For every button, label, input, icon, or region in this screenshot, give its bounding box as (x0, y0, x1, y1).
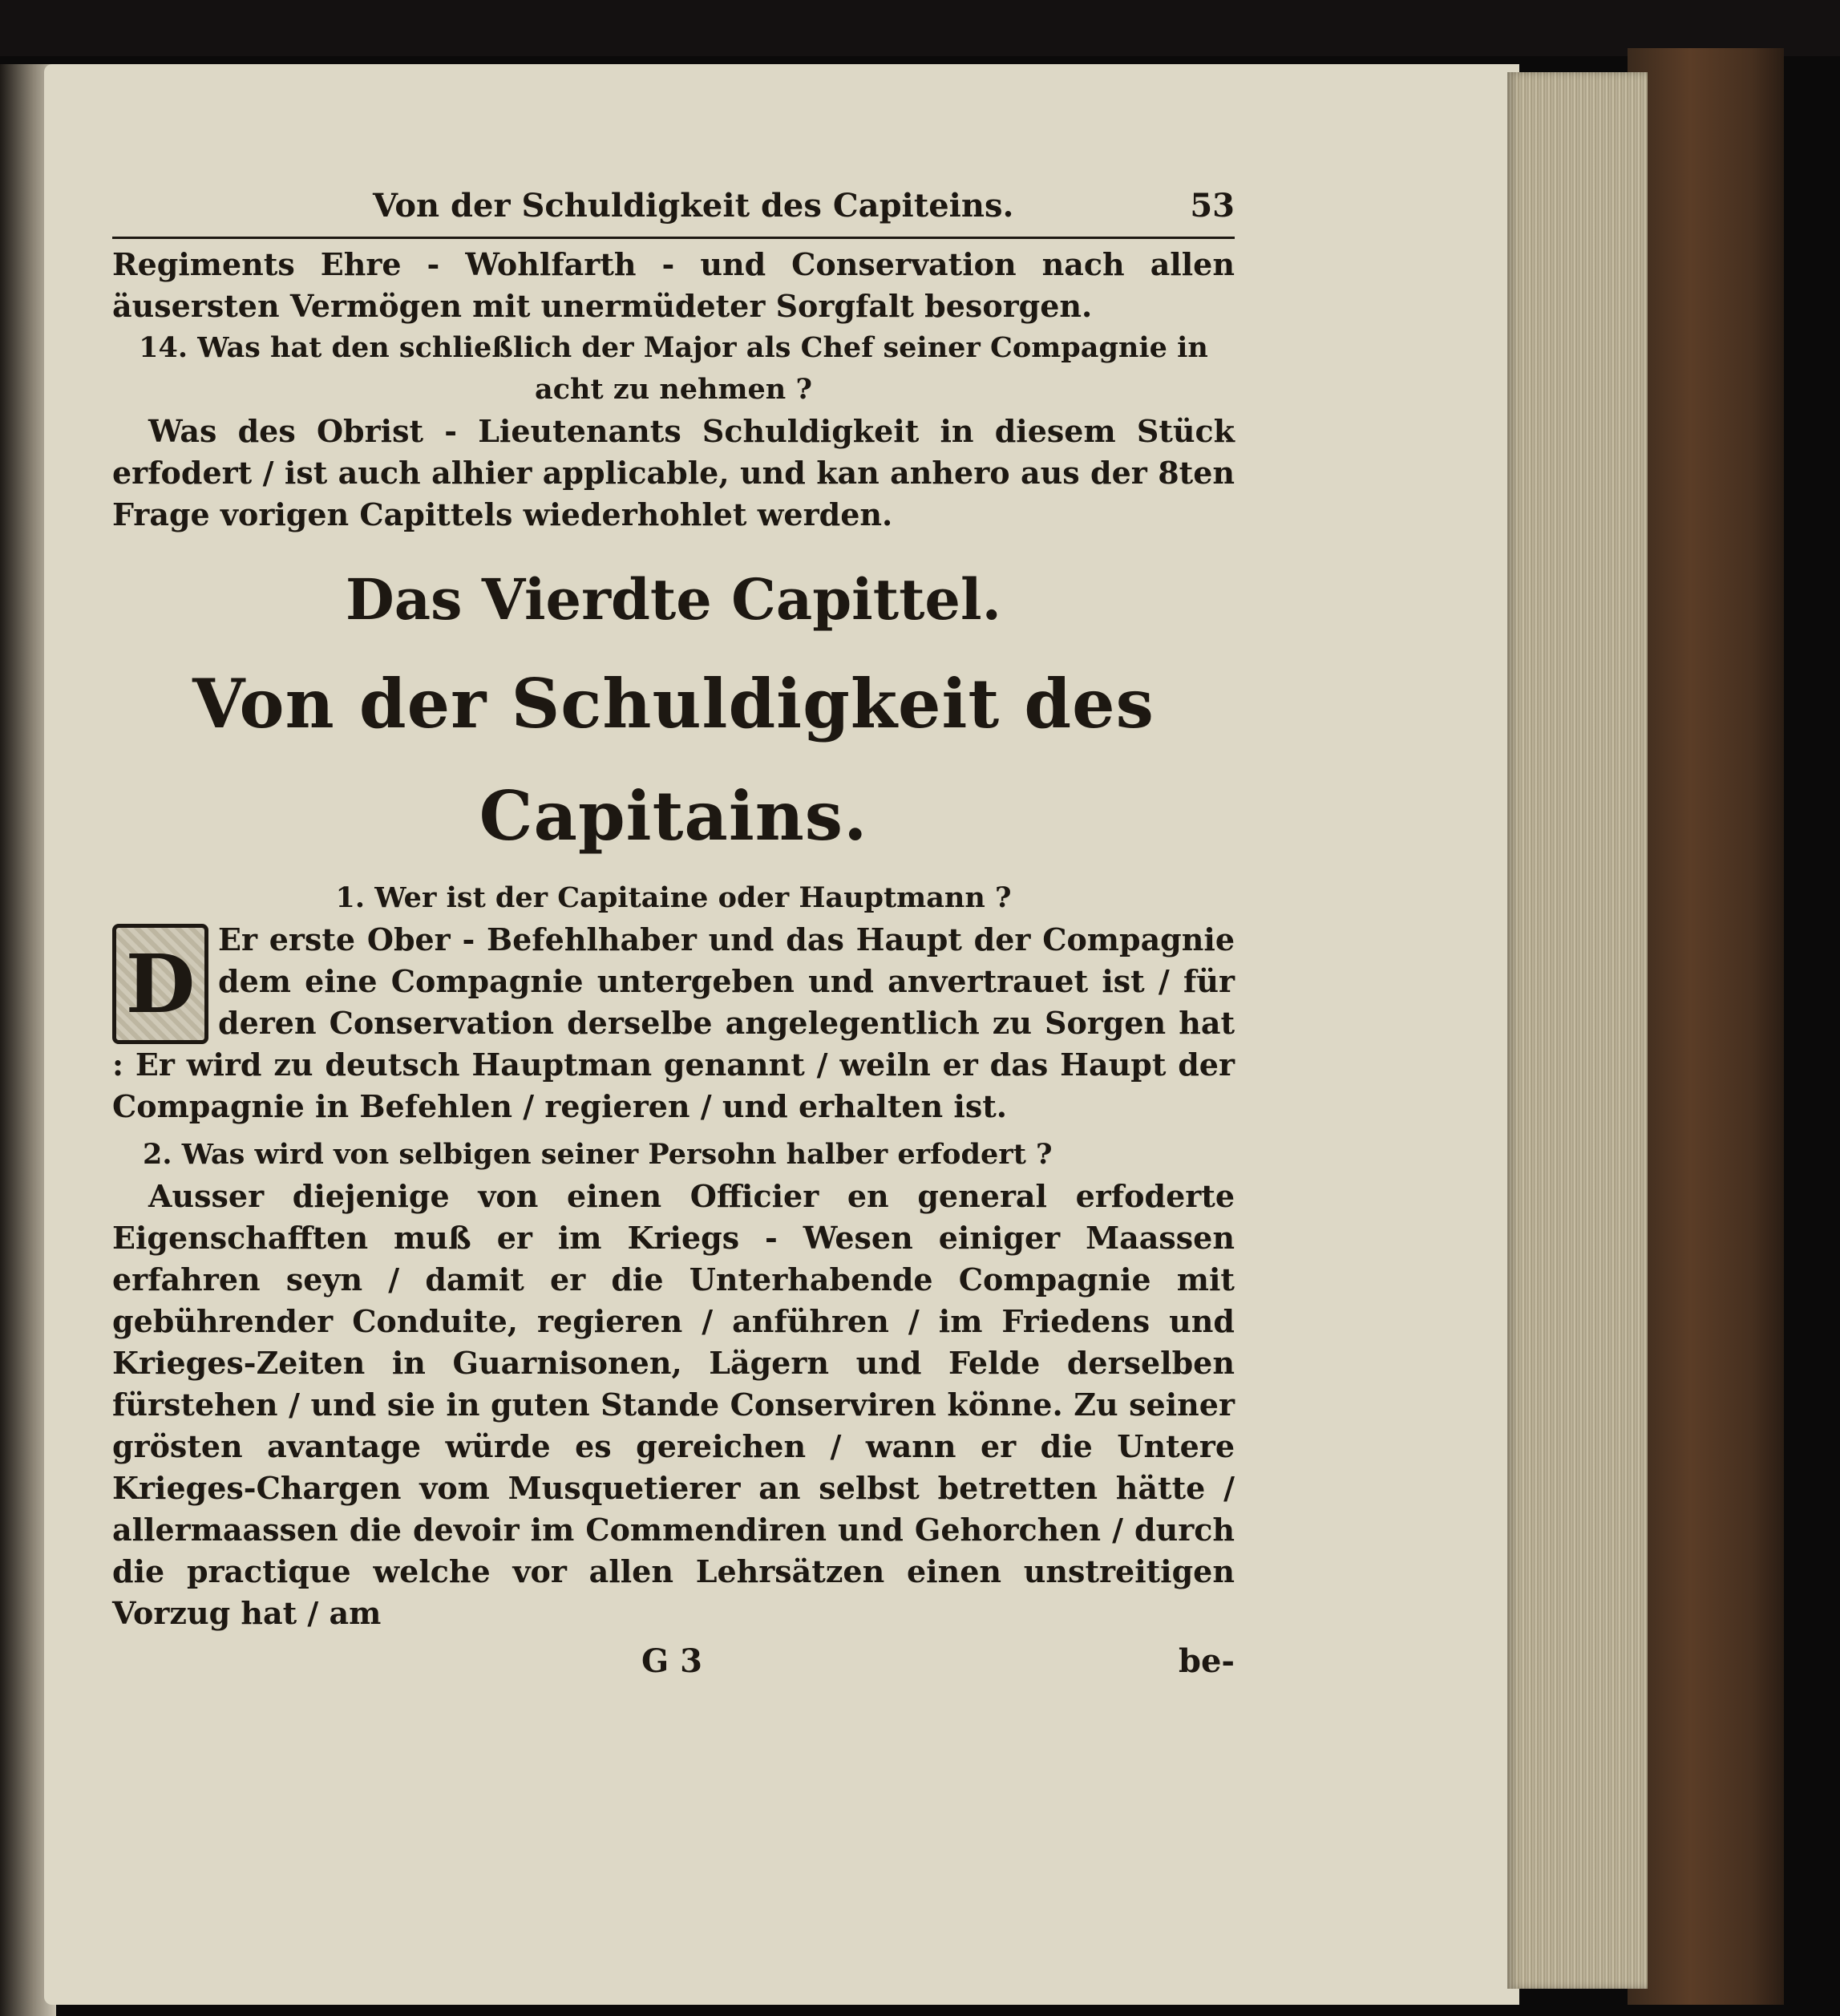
scan-background (0, 0, 1840, 56)
chapter-title: Das Vierdte Capittel. (346, 566, 1001, 633)
page-fore-edge (1507, 72, 1648, 1989)
drop-cap-initial: D (112, 924, 208, 1044)
page-footer (112, 1637, 1235, 1694)
book-cover-edge (1628, 48, 1784, 2005)
answer-2: Ausser diejenige von einen Officier en general erfoderte Eigenschafften muß er im Kriegs - Wesen einiger Maassen erfahren seyn / damit er die Unterhabende Compagnie mit gebührender Conduite, regieren / anführen / im Friedens und Krieges-Zeiten in Guarnisonen, Lägern und Felde derselben fürstehen / und sie in guten Stande Conserviren könne. Zu seiner grösten avantage würde es gereichen / wann er die Untere Krieges-Chargen vom Musquetierer an selbst betretten hätte / allermaassen die devoir im Commendiren und Gehorchen / durch die practique welche vor allen Lehrsätzen einen unstreitigen Vorzug hat / am (112, 1178, 1235, 1631)
question-1: 1. Wer ist der Capitaine oder Hauptmann ? (335, 881, 1012, 914)
paragraph-continuation: Regiments Ehre - Wohlfarth - und Conservation nach allen äusersten Vermögen mit unermüdeter Sorgfalt besorgen. (112, 246, 1235, 324)
chapter-subtitle: Von der Schuldigkeit des Capitains. (192, 664, 1155, 856)
answer-1: Er erste Ober - Befehlhaber und das Haupt der Compagnie dem eine Compagnie untergeben und anvertrauet ist / für deren Conservation derselbe angelegentlich zu Sorgen hat : Er wird zu deutsch Hauptman genannt / weiln er das Haupt der Compagnie in Befehlen / regieren / und erhalten ist. (112, 921, 1235, 1124)
catchword: be- (1178, 1642, 1235, 1680)
question-14: 14. Was hat den schließlich der Major als Chef seiner Compagnie in acht zu nehmen ? (139, 331, 1208, 406)
answer-14: Was des Obrist - Lieutenants Schuldigkeit in diesem Stück erfodert / ist auch alhier applicable, und kan anhero aus der 8ten Frage vorigen Capittels wiederhohlet werden. (112, 413, 1235, 532)
page-number: 53 (1190, 187, 1235, 225)
signature-mark: G 3 (641, 1642, 702, 1680)
running-head (112, 180, 1235, 239)
question-2: 2. Was wird von selbigen seiner Persohn halber erfodert ? (143, 1138, 1053, 1171)
page-text-block (112, 180, 1235, 1694)
answer-1-block (112, 919, 1235, 1127)
running-head-title: Von der Schuldigkeit des Capiteins. (373, 187, 1014, 225)
